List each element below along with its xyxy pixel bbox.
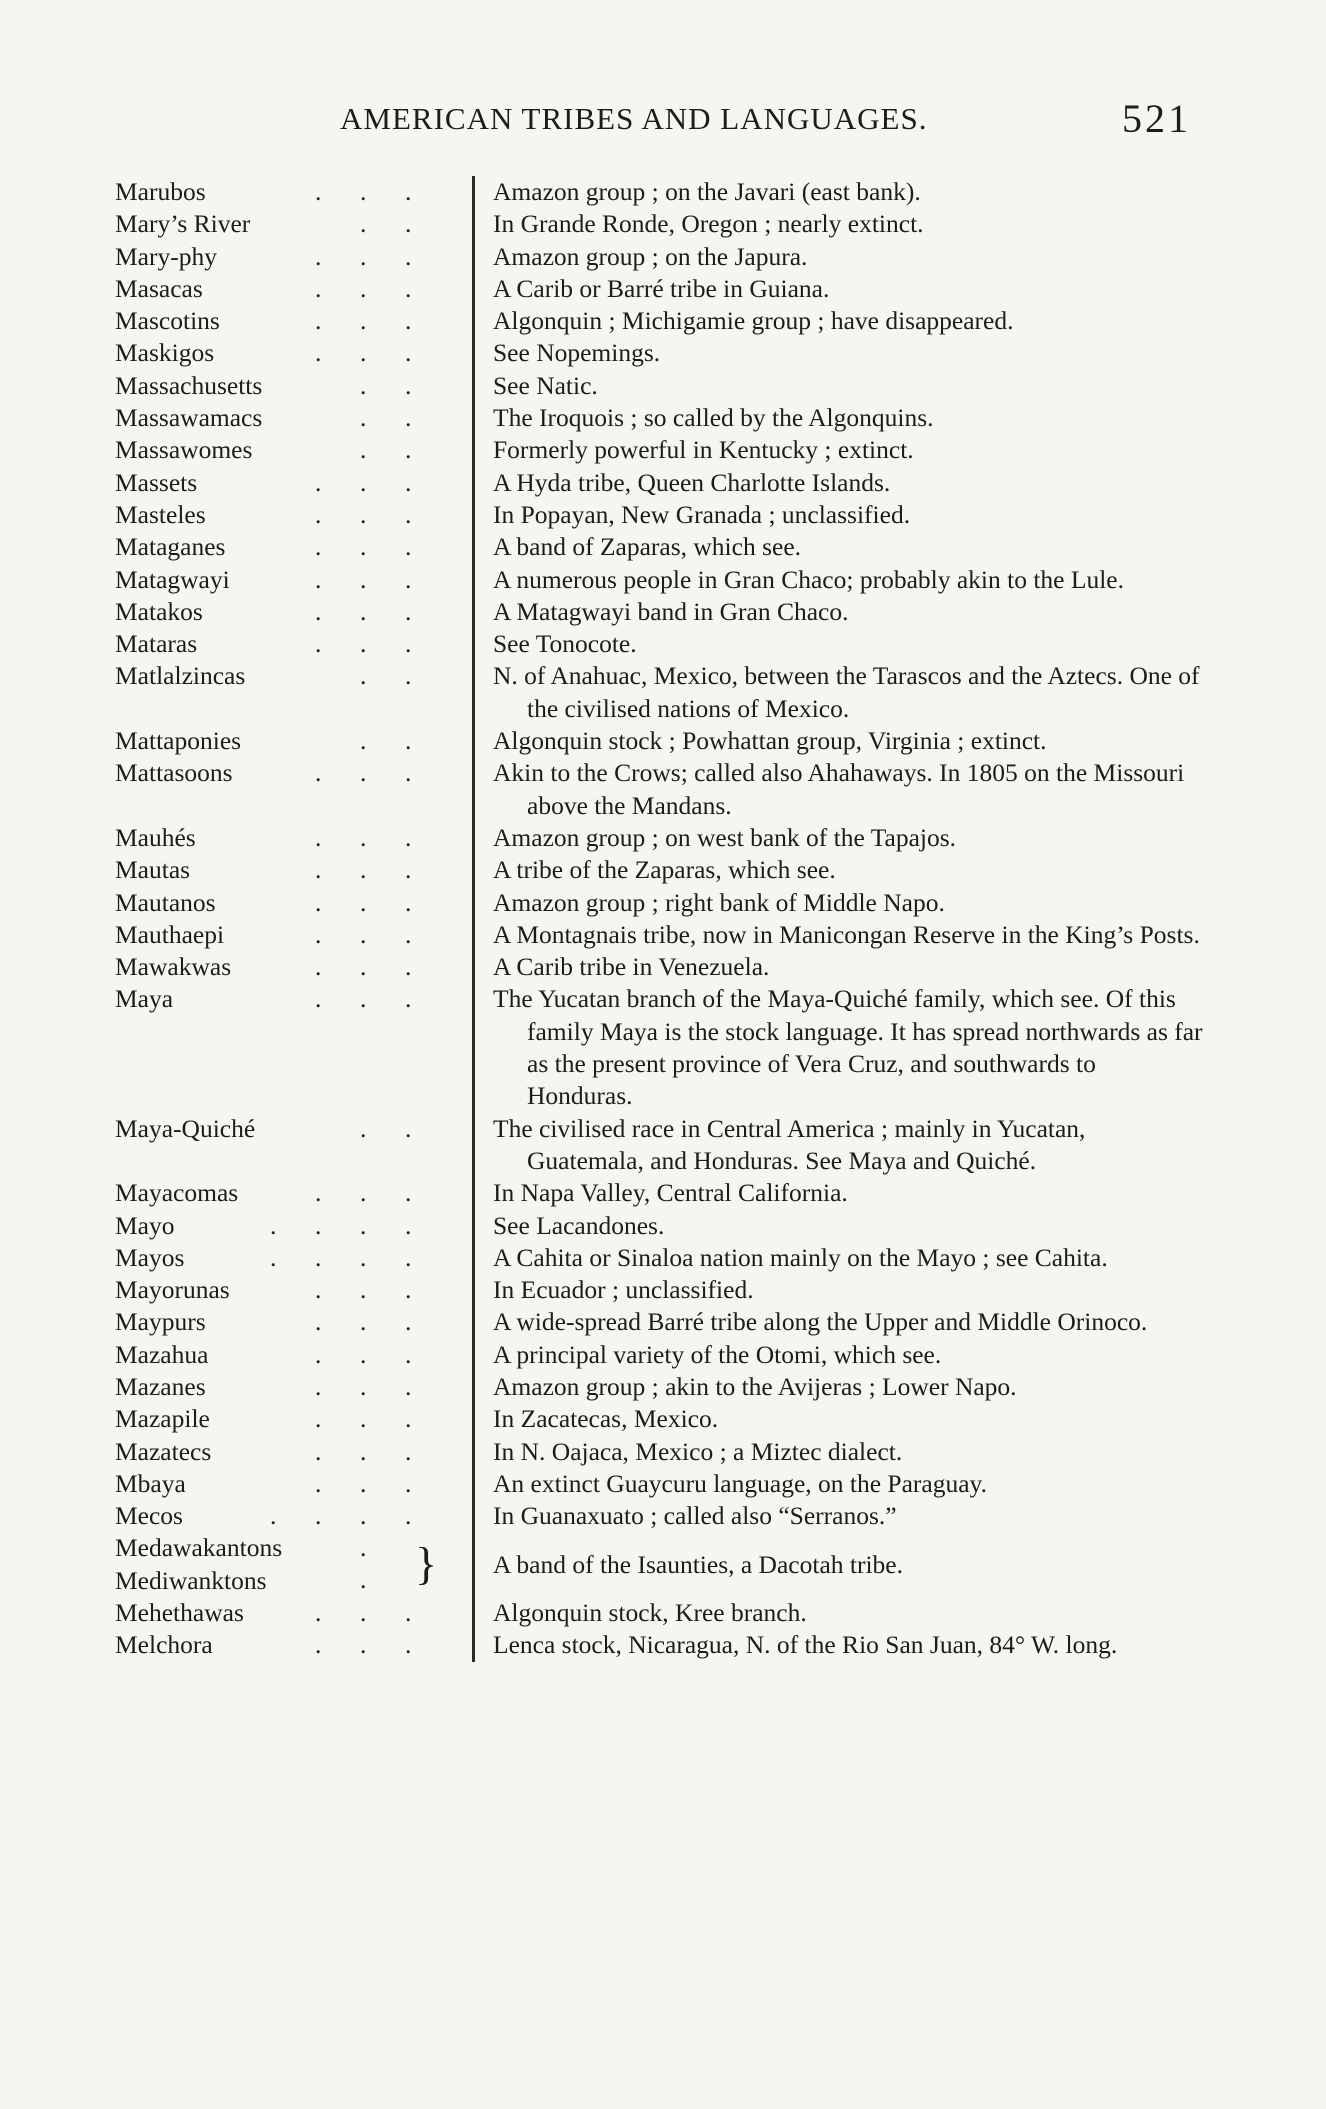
entry-row: [115, 370, 1205, 402]
entry-description: A Carib tribe in Venezuela.: [493, 952, 770, 982]
leader-dots: . . .: [315, 241, 412, 271]
entry-description: In N. Oajaca, Mexico ; a Miztec dialect.: [493, 1436, 903, 1466]
entry-row: [115, 628, 1205, 660]
column-rule: [472, 1274, 475, 1306]
leader-dots: . . .: [315, 1404, 412, 1434]
leader-dots: . . .: [315, 855, 412, 885]
column-rule: [472, 1629, 475, 1661]
entry-name: Masteles: [115, 499, 206, 529]
entry-row: [115, 725, 1205, 757]
entry-description: N. of Anahuac, Mexico, between the Tarascos and the Aztecs. One of the civilised nations of Mexico.: [493, 661, 1200, 723]
leader-dots: . .: [360, 370, 412, 400]
entry-description: Amazon group ; on the Japura.: [493, 241, 808, 271]
entry-name: Mazahua: [115, 1339, 209, 1369]
entry-description: A band of Zaparas, which see.: [493, 532, 802, 562]
entry-name: Mattasoons: [115, 758, 233, 788]
entry-name: Mazapile: [115, 1404, 210, 1434]
entry-name: Mbaya: [115, 1468, 186, 1498]
entry-row: [115, 1306, 1205, 1338]
entry-description: Amazon group ; right bank of Middle Napo.: [493, 887, 945, 917]
entry-description: A band of the Isaunties, a Dacotah tribe.: [493, 1549, 903, 1579]
entry-row: [115, 596, 1205, 628]
leader-dots: . . .: [315, 499, 412, 529]
entry-description: Lenca stock, Nicaragua, N. of the Rio San Juan, 84° W. long.: [493, 1630, 1118, 1660]
entry-row: [115, 1403, 1205, 1435]
entry-description: The civilised race in Central America ; mainly in Yucatan, Guatemala, and Honduras. See Maya and Quiché.: [493, 1113, 1086, 1175]
entry-row: [115, 1371, 1205, 1403]
leader-dots: . . .: [315, 758, 412, 788]
leader-dots: . . .: [315, 919, 412, 949]
column-rule: [472, 660, 475, 725]
column-rule: [472, 1371, 475, 1403]
leader-dots: . . . .: [270, 1501, 412, 1531]
entries-list-tail: [115, 1597, 1205, 1662]
leader-dots: . . .: [315, 1307, 412, 1337]
entry-description: A tribe of the Zaparas, which see.: [493, 855, 836, 885]
entry-name: Matakos: [115, 596, 203, 626]
entry-row: [115, 919, 1205, 951]
entry-row: [115, 1242, 1205, 1274]
entry-row: [115, 951, 1205, 983]
entry-row: [115, 1468, 1205, 1500]
entry-description: See Tonocote.: [493, 629, 637, 659]
entry-row: [115, 402, 1205, 434]
leader-dots: . . .: [315, 1275, 412, 1305]
entry-row: [115, 208, 1205, 240]
column-rule: [472, 1468, 475, 1500]
entry-row: [115, 854, 1205, 886]
entry-name: Massachusetts: [115, 370, 263, 400]
leader-dots: . . .: [315, 1371, 412, 1401]
entry-row: [115, 273, 1205, 305]
column-rule: [472, 273, 475, 305]
column-rule: [472, 499, 475, 531]
entry-description: Amazon group ; on west bank of the Tapajos.: [493, 822, 957, 852]
entry-description: A principal variety of the Otomi, which see.: [493, 1339, 942, 1369]
entry-row: [115, 1339, 1205, 1371]
merged-entry: Medawakantons Mediwanktons } . . A band of the Isaunties, a Dacotah tribe.: [115, 1532, 1205, 1597]
leader-dots: . . .: [315, 1468, 412, 1498]
column-rule: [472, 1532, 475, 1597]
entry-row: [115, 660, 1205, 725]
leader-dots: . .: [360, 435, 412, 465]
leader-dots: . . .: [315, 1339, 412, 1369]
column-rule: [472, 1403, 475, 1435]
column-rule: [472, 1339, 475, 1371]
entry-row: [115, 1436, 1205, 1468]
entry-name: Mehethawas: [115, 1598, 244, 1628]
entry-row: [115, 1210, 1205, 1242]
glossary-table: [115, 176, 1205, 1662]
leader-dots: . .: [360, 209, 412, 239]
leader-dots: . . .: [315, 532, 412, 562]
entry-row: [115, 887, 1205, 919]
entry-name: Maya-Quiché: [115, 1113, 256, 1143]
entry-name: Mary’s River: [115, 209, 251, 239]
entry-name: Massawamacs: [115, 403, 263, 433]
entry-description: In Popayan, New Granada ; unclassified.: [493, 499, 911, 529]
column-rule: [472, 887, 475, 919]
entry-description: A numerous people in Gran Chaco; probably akin to the Lule.: [493, 564, 1124, 594]
column-rule: [472, 208, 475, 240]
entry-row: [115, 531, 1205, 563]
leader-dots: . . .: [315, 273, 412, 303]
entry-name: Mayos: [115, 1242, 185, 1272]
page-number: 521: [1122, 96, 1191, 141]
column-rule: [472, 628, 475, 660]
entry-row: [115, 337, 1205, 369]
entry-description: See Lacandones.: [493, 1210, 665, 1240]
entry-row: [115, 241, 1205, 273]
leader-dots: . . .: [315, 887, 412, 917]
entry-description: Akin to the Crows; called also Ahahaways. In 1805 on the Missouri above the Mandans.: [493, 758, 1185, 820]
leader-dots: . . .: [315, 596, 412, 626]
column-rule: [472, 725, 475, 757]
entry-row: [115, 467, 1205, 499]
leader-dots: . .: [360, 661, 412, 691]
column-rule: [472, 854, 475, 886]
entry-description: Formerly powerful in Kentucky ; extinct.: [493, 435, 914, 465]
leader-dots: . . .: [315, 1178, 412, 1208]
entry-row: [115, 499, 1205, 531]
entry-row: [115, 176, 1205, 208]
entry-name: Medawakantons: [115, 1533, 283, 1563]
leader-dots: . . .: [315, 1630, 412, 1660]
entry-row: [115, 1274, 1205, 1306]
entry-row: [115, 1629, 1205, 1661]
column-rule: [472, 1210, 475, 1242]
entry-name: Mautanos: [115, 887, 216, 917]
entry-description: A Montagnais tribe, now in Manicongan Reserve in the King’s Posts.: [493, 919, 1200, 949]
column-rule: [472, 983, 475, 1112]
entry-row: [115, 1177, 1205, 1209]
entry-description: In Grande Ronde, Oregon ; nearly extinct.: [493, 209, 924, 239]
leader-dots: . . .: [315, 338, 412, 368]
entry-name: Mataras: [115, 629, 198, 659]
entry-name: Mazanes: [115, 1371, 206, 1401]
entry-name: Melchora: [115, 1630, 213, 1660]
column-rule: [472, 1113, 475, 1178]
entry-description: Amazon group ; on the Javari (east bank).: [493, 177, 921, 206]
entry-name: Maya: [115, 984, 174, 1014]
entry-row: [115, 305, 1205, 337]
entries-list: [115, 176, 1205, 1532]
entry-name: Matagwayi: [115, 564, 230, 594]
entry-description: An extinct Guaycuru language, on the Paraguay.: [493, 1468, 988, 1498]
leader-dots: . . .: [315, 1436, 412, 1466]
leader-dots: . . .: [315, 467, 412, 497]
entry-description: A wide-spread Barré tribe along the Upper and Middle Orinoco.: [493, 1307, 1148, 1337]
entry-name: Mayo: [115, 1210, 175, 1240]
entry-name: Mazatecs: [115, 1436, 212, 1466]
column-rule: [472, 951, 475, 983]
column-rule: [472, 531, 475, 563]
entry-name: Mattaponies: [115, 726, 242, 756]
entry-description: See Natic.: [493, 370, 598, 400]
entry-row: [115, 983, 1205, 1112]
entry-name: Masacas: [115, 273, 203, 303]
entry-name: Maskigos: [115, 338, 215, 368]
leader-dots: . . . .: [270, 1210, 412, 1240]
column-rule: [472, 757, 475, 822]
page-header: [115, 95, 1195, 145]
leader-dots: . . .: [315, 177, 412, 206]
brace-mark: }: [415, 1538, 438, 1590]
entry-name: Massawomes: [115, 435, 253, 465]
leader-dots: . . .: [315, 952, 412, 982]
column-rule: [472, 370, 475, 402]
running-title: AMERICAN TRIBES AND LANGUAGES.: [340, 101, 928, 136]
leader-dots: . .: [360, 726, 412, 756]
leader-dots: . .: [360, 403, 412, 433]
entry-name: Maypurs: [115, 1307, 206, 1337]
column-rule: [472, 305, 475, 337]
entry-description: A Cahita or Sinaloa nation mainly on the Mayo ; see Cahita.: [493, 1242, 1108, 1272]
entry-name: Mataganes: [115, 532, 226, 562]
column-rule: [472, 1500, 475, 1532]
entry-name: Mascotins: [115, 306, 220, 336]
entry-row: [115, 1113, 1205, 1178]
entry-name: Mauhés: [115, 822, 196, 852]
entry-description: A Hyda tribe, Queen Charlotte Islands.: [493, 467, 891, 497]
entry-name: Mary-phy: [115, 241, 217, 271]
leader-dots: . . .: [315, 822, 412, 852]
entry-name: Massets: [115, 467, 198, 497]
entry-description: See Nopemings.: [493, 338, 661, 368]
column-rule: [472, 402, 475, 434]
column-rule: [472, 1436, 475, 1468]
entry-name: Mayacomas: [115, 1178, 239, 1208]
entry-name: Mautas: [115, 855, 191, 885]
column-rule: [472, 564, 475, 596]
column-rule: [472, 434, 475, 466]
column-rule: [472, 1597, 475, 1629]
entry-description: In Zacatecas, Mexico.: [493, 1404, 719, 1434]
leader-dots: . . .: [315, 629, 412, 659]
entry-description: A Carib or Barré tribe in Guiana.: [493, 273, 830, 303]
entry-description: Algonquin stock, Kree branch.: [493, 1598, 807, 1628]
column-rule: [472, 822, 475, 854]
entry-description: The Yucatan branch of the Maya-Quiché family, which see. Of this family Maya is the stock language. It has spread northwards as far as the present province of Vera Cruz, and southwards to Honduras.: [493, 984, 1203, 1111]
column-rule: [472, 1242, 475, 1274]
entry-description: Algonquin stock ; Powhattan group, Virginia ; extinct.: [493, 726, 1047, 756]
entry-description: In Napa Valley, Central California.: [493, 1178, 848, 1208]
column-rule: [472, 467, 475, 499]
leader-dots: . . .: [315, 1598, 412, 1628]
leader-dots: . . .: [315, 984, 412, 1014]
entry-row: [115, 822, 1205, 854]
column-rule: [472, 1177, 475, 1209]
column-rule: [472, 596, 475, 628]
entry-row: [115, 1597, 1205, 1629]
entry-name: Mayorunas: [115, 1275, 230, 1305]
entry-description: Amazon group ; akin to the Avijeras ; Lower Napo.: [493, 1371, 1017, 1401]
column-rule: [472, 241, 475, 273]
entry-description: The Iroquois ; so called by the Algonquins.: [493, 403, 934, 433]
leader-dots: . .: [360, 1113, 412, 1143]
entry-description: In Guanaxuato ; called also “Serranos.”: [493, 1501, 897, 1531]
entry-name: Mawakwas: [115, 952, 232, 982]
entry-description: A Matagwayi band in Gran Chaco.: [493, 596, 849, 626]
leader-dots: . . . .: [270, 1242, 412, 1272]
entry-name: Mediwanktons: [115, 1565, 267, 1595]
column-rule: [472, 919, 475, 951]
entry-name: Matlalzincas: [115, 661, 246, 691]
entry-name: Marubos: [115, 177, 206, 206]
entry-name: Mecos: [115, 1501, 183, 1531]
column-rule: [472, 337, 475, 369]
leader-dots: . . .: [315, 564, 412, 594]
entry-row: [115, 434, 1205, 466]
column-rule: [472, 176, 475, 208]
entry-description: In Ecuador ; unclassified.: [493, 1275, 754, 1305]
entry-description: Algonquin ; Michigamie group ; have disappeared.: [493, 306, 1014, 336]
entry-row: [115, 564, 1205, 596]
entry-name: Mauthaepi: [115, 919, 225, 949]
leader-dots: . . .: [315, 306, 412, 336]
entry-row: [115, 1500, 1205, 1532]
entry-row: [115, 757, 1205, 822]
column-rule: [472, 1306, 475, 1338]
